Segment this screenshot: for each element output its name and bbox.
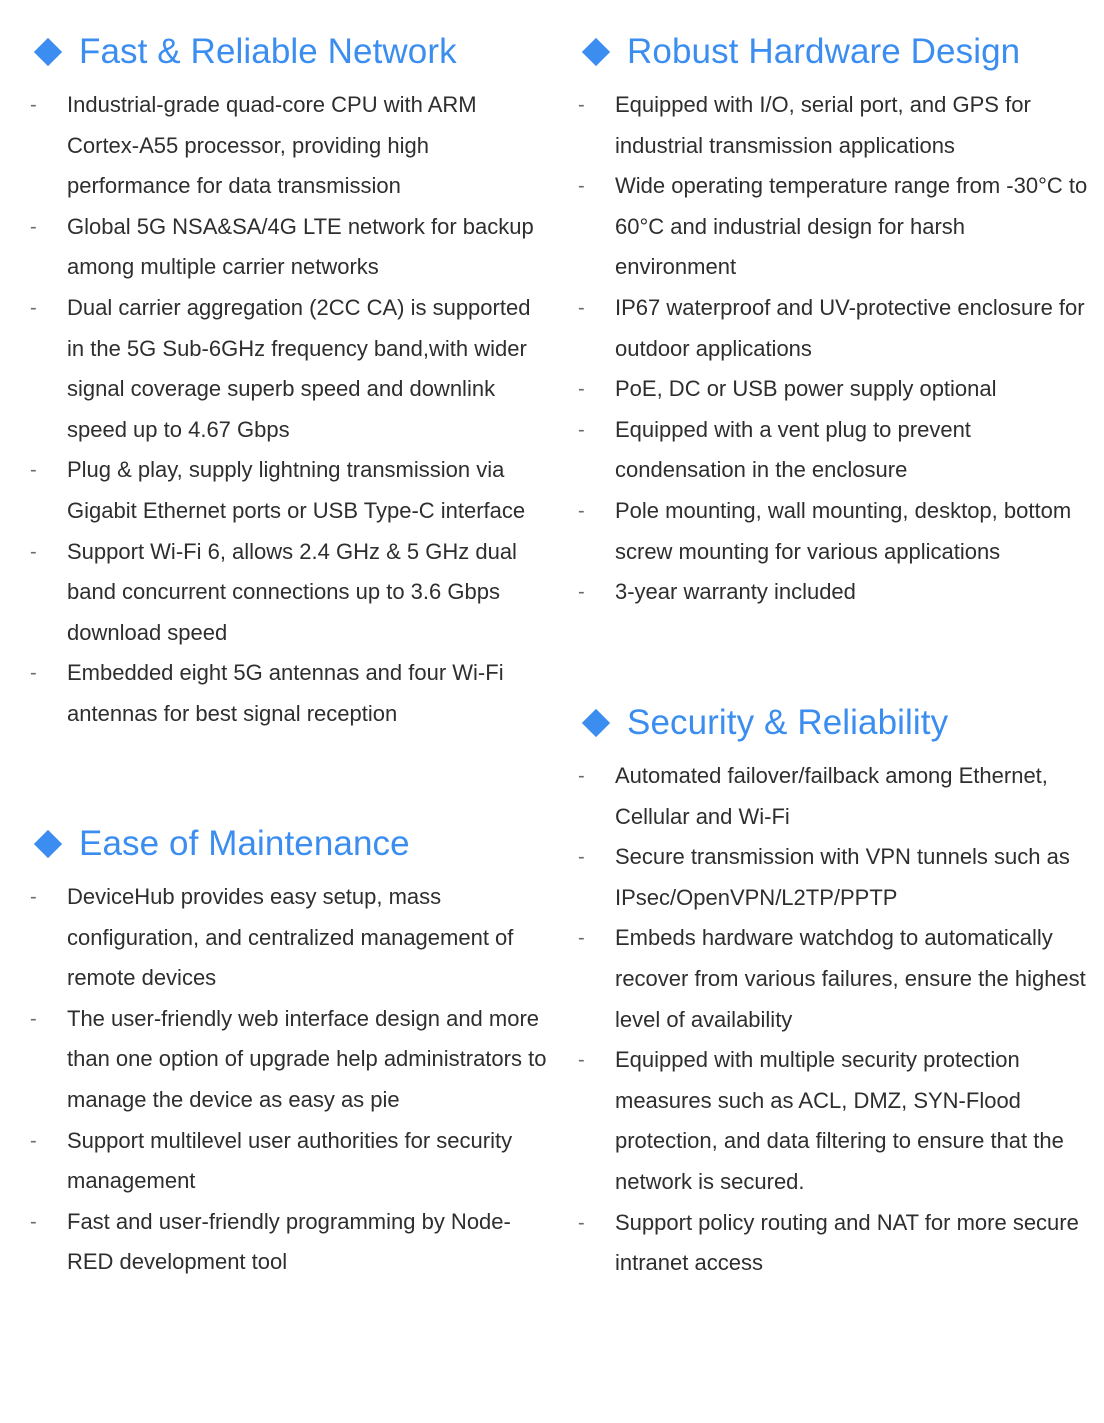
dash-bullet: - xyxy=(30,1007,37,1030)
dash-bullet: - xyxy=(578,296,585,319)
dash-bullet: - xyxy=(30,540,37,563)
dash-bullet: - xyxy=(578,765,585,787)
dash-bullet: - xyxy=(578,846,585,869)
dash-bullet: - xyxy=(30,296,37,319)
list-item: - Industrial-grade quad-core CPU with ARM Cortex-A55 processor, providing high performance for data transmission xyxy=(30,85,550,207)
diamond-bullet-icon xyxy=(582,38,610,66)
section-ease-of-maintenance xyxy=(30,819,550,1283)
section-security-reliability xyxy=(578,698,1088,1284)
section-fast-reliable-network xyxy=(30,27,550,735)
list-item: - Secure transmission with VPN tunnels such as IPsec/OpenVPN/L2TP/PPTP xyxy=(578,837,1088,918)
list-item: - Pole mounting, wall mounting, desktop, bottom screw mounting for various applications xyxy=(578,491,1088,572)
feature-list xyxy=(30,85,550,735)
list-item: - Plug & play, supply lightning transmission via Gigabit Ethernet ports or USB Type-C interface xyxy=(30,450,550,531)
list-item: - Wide operating temperature range from -30°C to 60°C and industrial design for harsh environment xyxy=(578,166,1088,288)
section-header xyxy=(578,698,1088,748)
list-item: - Global 5G NSA&SA/4G LTE network for backup among multiple carrier networks xyxy=(30,207,550,288)
list-item: - Dual carrier aggregation (2CC CA) is supported in the 5G Sub-6GHz frequency band,with wider signal coverage superb speed and downlink speed up to 4.67 Gbps xyxy=(30,288,550,450)
dash-bullet: - xyxy=(578,418,585,441)
feature-list xyxy=(578,85,1088,613)
section-title: Ease of Maintenance xyxy=(79,824,410,863)
dash-bullet: - xyxy=(578,94,585,116)
section-robust-hardware-design xyxy=(578,27,1088,613)
feature-list xyxy=(578,756,1088,1284)
dash-bullet: - xyxy=(30,215,37,238)
dash-bullet: - xyxy=(578,378,585,401)
list-item: - The user-friendly web interface design and more than one option of upgrade help administrators to manage the device as easy as pie xyxy=(30,999,550,1121)
list-item: - Automated failover/failback among Ethernet, Cellular and Wi-Fi xyxy=(578,756,1088,837)
diamond-bullet-icon xyxy=(34,830,62,858)
list-item: - Support policy routing and NAT for more secure intranet access xyxy=(578,1203,1088,1284)
section-header xyxy=(30,27,550,77)
dash-bullet: - xyxy=(30,1129,37,1152)
dash-bullet: - xyxy=(578,927,585,950)
dash-bullet: - xyxy=(578,1211,585,1234)
list-item: - DeviceHub provides easy setup, mass configuration, and centralized management of remote devices xyxy=(30,877,550,999)
dash-bullet: - xyxy=(30,94,37,116)
list-item: - Equipped with I/O, serial port, and GPS for industrial transmission applications xyxy=(578,85,1088,166)
dash-bullet: - xyxy=(30,886,37,908)
section-title: Security & Reliability xyxy=(627,703,949,742)
dash-bullet: - xyxy=(578,581,585,604)
list-item: - PoE, DC or USB power supply optional xyxy=(578,369,1088,410)
dash-bullet: - xyxy=(578,499,585,522)
diamond-bullet-icon xyxy=(34,38,62,66)
dash-bullet: - xyxy=(30,662,37,685)
list-item: - IP67 waterproof and UV-protective enclosure for outdoor applications xyxy=(578,288,1088,369)
section-header xyxy=(578,27,1088,77)
section-header xyxy=(30,819,550,869)
list-item: - Fast and user-friendly programming by Node-RED development tool xyxy=(30,1202,550,1283)
list-item: - Embedded eight 5G antennas and four Wi-Fi antennas for best signal reception xyxy=(30,653,550,734)
dash-bullet: - xyxy=(30,459,37,482)
dash-bullet: - xyxy=(578,175,585,198)
section-title: Robust Hardware Design xyxy=(627,32,1021,71)
list-item: - Embeds hardware watchdog to automatically recover from various failures, ensure the highest level of availability xyxy=(578,918,1088,1040)
list-item: - Equipped with a vent plug to prevent condensation in the enclosure xyxy=(578,410,1088,491)
list-item: - Support Wi-Fi 6, allows 2.4 GHz & 5 GHz dual band concurrent connections up to 3.6 Gbps download speed xyxy=(30,532,550,654)
diamond-bullet-icon xyxy=(582,709,610,737)
feature-list xyxy=(30,877,550,1283)
list-item: - 3-year warranty included xyxy=(578,572,1088,613)
section-title: Fast & Reliable Network xyxy=(79,32,457,71)
dash-bullet: - xyxy=(578,1049,585,1072)
dash-bullet: - xyxy=(30,1210,37,1233)
list-item: - Support multilevel user authorities for security management xyxy=(30,1121,550,1202)
list-item: - Equipped with multiple security protection measures such as ACL, DMZ, SYN-Flood protection, and data filtering to ensure that the network is secured. xyxy=(578,1040,1088,1202)
